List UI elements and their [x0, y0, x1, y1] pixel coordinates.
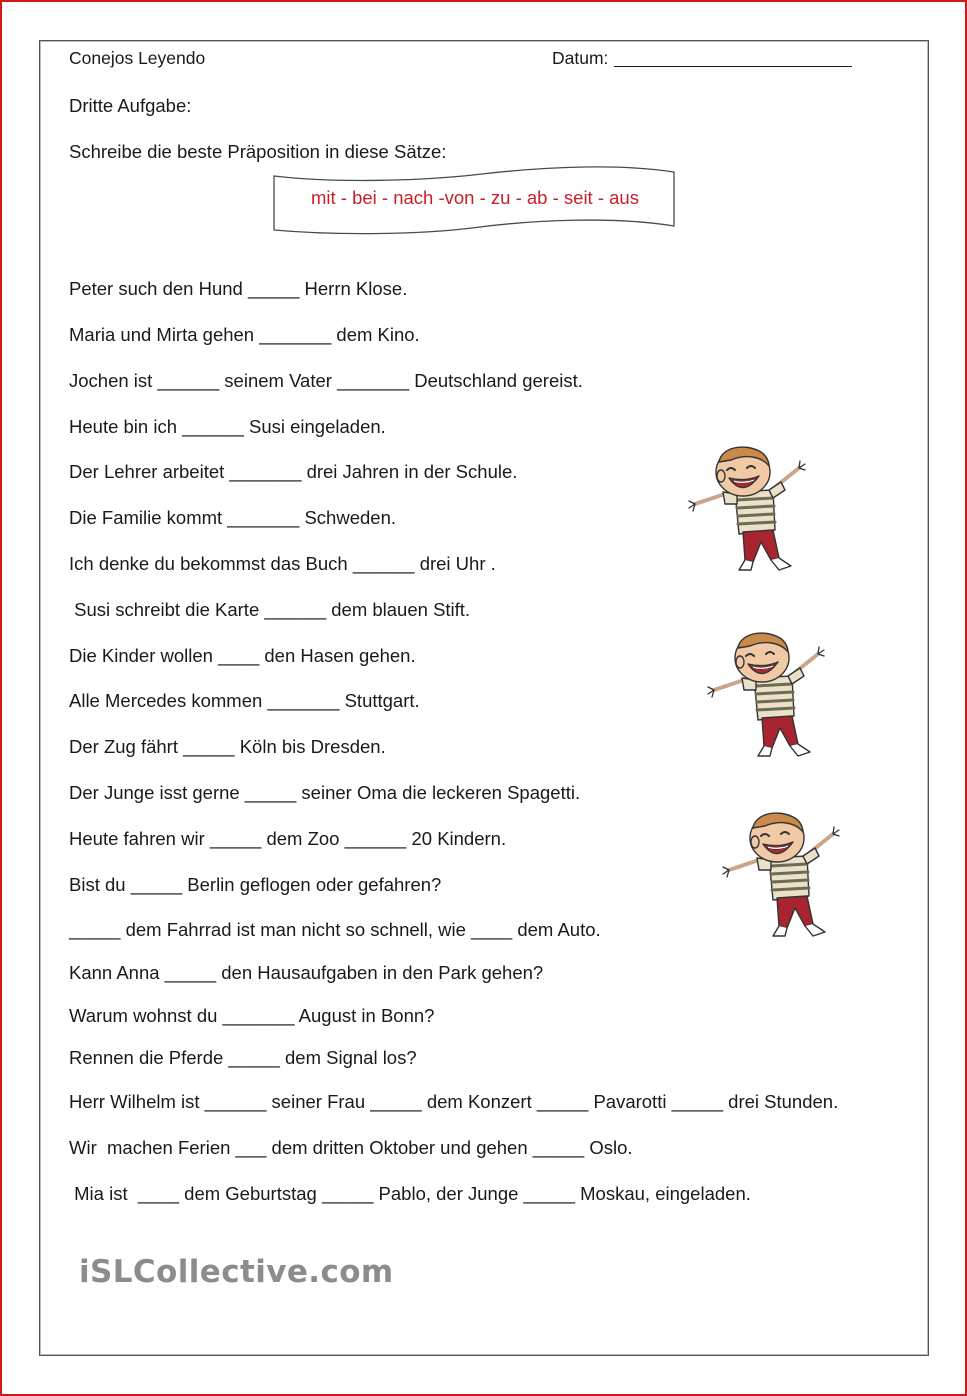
sentence-6: Die Familie kommt _______ Schweden. [69, 507, 396, 528]
sentence-17: Warum wohnst du _______ August in Bonn? [69, 1005, 435, 1026]
sentence-15: _____ dem Fahrrad ist man nicht so schnell, wie ____ dem Auto. [69, 919, 601, 940]
sentence-16: Kann Anna _____ den Hausaufgaben in den Park gehen? [69, 962, 544, 983]
date-label: Datum: [552, 48, 609, 68]
instruction: Schreibe die beste Präposition in diese Sätze: [69, 141, 447, 162]
sentence-9: Die Kinder wollen ____ den Hasen gehen. [69, 645, 416, 666]
sentence-8: Susi schreibt die Karte ______ dem blauen Stift. [69, 599, 471, 620]
sentence-7: Ich denke du bekommst das Buch ______ drei Uhr . [69, 553, 496, 574]
watermark: iSLCollective.com [79, 1254, 394, 1290]
word-bank-text: mit - bei - nach -von - zu - ab - seit - aus [311, 187, 639, 208]
date-field-line [614, 66, 852, 67]
sentence-2: Maria und Mirta gehen _______ dem Kino. [69, 324, 420, 345]
sentence-13: Heute fahren wir _____ dem Zoo ______ 20 Kindern. [69, 828, 507, 849]
sentence-5: Der Lehrer arbeitet _______ drei Jahren in der Schule. [69, 461, 518, 482]
laughing-boy-icon [705, 632, 837, 760]
sentence-19: Herr Wilhelm ist ______ seiner Frau _____ dem Konzert _____ Pavarotti _____ drei Stunden. [69, 1091, 839, 1112]
sentence-1: Peter such den Hund _____ Herrn Klose. [69, 278, 408, 299]
laughing-boy-icon [720, 812, 852, 940]
laughing-boy-icon [686, 446, 818, 574]
task-title: Dritte Aufgabe: [69, 95, 192, 116]
sentence-20: Wir machen Ferien ___ dem dritten Oktober und gehen _____ Oslo. [69, 1137, 633, 1158]
sentence-14: Bist du _____ Berlin geflogen oder gefahren? [69, 874, 442, 895]
sentence-3: Jochen ist ______ seinem Vater _______ Deutschland gereist. [69, 370, 583, 391]
sentence-21: Mia ist ____ dem Geburtstag _____ Pablo, der Junge _____ Moskau, eingeladen. [69, 1183, 751, 1204]
sentence-12: Der Junge isst gerne _____ seiner Oma die leckeren Spagetti. [69, 782, 581, 803]
sentence-18: Rennen die Pferde _____ dem Signal los? [69, 1047, 417, 1068]
sentence-4: Heute bin ich ______ Susi eingeladen. [69, 416, 386, 437]
class-name: Conejos Leyendo [69, 48, 206, 68]
sentence-11: Der Zug fährt _____ Köln bis Dresden. [69, 736, 386, 757]
sentence-10: Alle Mercedes kommen _______ Stuttgart. [69, 690, 420, 711]
